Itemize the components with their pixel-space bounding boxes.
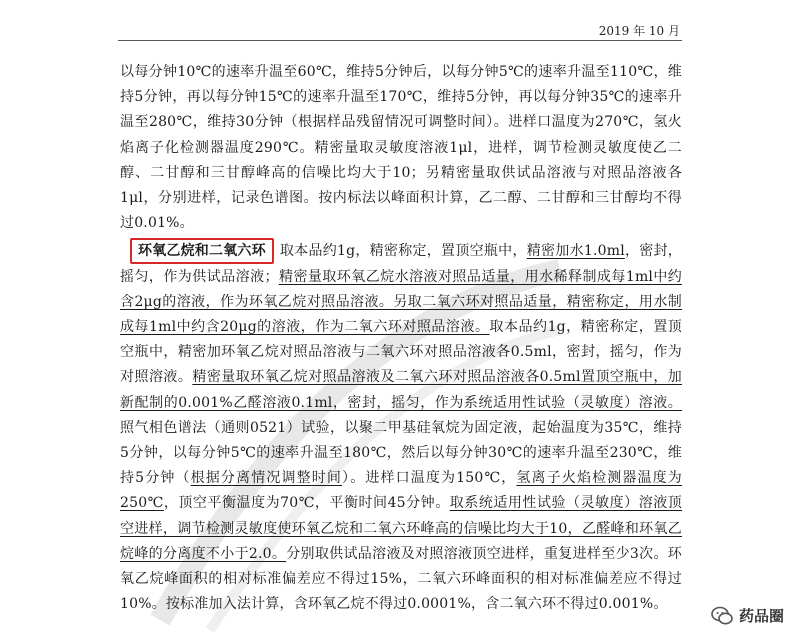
paragraph-ethylene-oxide	[120, 238, 682, 617]
paragraph-gc-conditions	[120, 60, 682, 236]
line: 乙二醇、二甘醇和三甘醇峰高的信噪比均大于10；另精密量取供试品溶液与对照品溶	[120, 139, 683, 181]
line: 液各1μl，分别进样，记录色谱图。按内标法以峰面积计算，乙二醇、二甘醇和三甘	[120, 164, 683, 207]
text-segment: ，密封，摇匀，作为供试品溶液；	[120, 243, 682, 285]
underlined-segment: 精密量取环氧乙烷水溶液对照品适量，用水稀释制成每1ml中约含2μg的溶液，作为环氧乙烷对照品溶液。另取二氧六环对照品适量，精密称定，用水制成每1ml中约含20μg的溶液，作为二氧六环对照品溶液。	[120, 268, 682, 336]
line: 率升温至280℃，维持30分钟（根据样品残留情况可调整时间）。进样口温度为270℃，	[120, 89, 682, 131]
brand-name: 药品圈	[738, 607, 784, 625]
text-segment: ）。进样口温度为150℃，	[342, 470, 517, 487]
text-segment: 取本品约1g，精密称定，置顶空瓶中，	[279, 243, 527, 260]
underlined-segment: 取系统适用性试验（灵敏度）溶液顶空进样，调节检测灵敏度使环氧乙烷和二氧六环峰高的信噪比均大于10，乙醛峰和环氧乙烷峰的分离度不小于2.0。	[120, 495, 682, 562]
underlined-segment: 氢离子火焰检测器温度为250℃	[120, 470, 683, 512]
brand-badge	[705, 601, 790, 630]
page-header	[0, 0, 800, 40]
line: 以每分钟10℃的速率升温至60℃，维持5分钟后，以每分钟5℃的速率升温至110℃，	[120, 64, 668, 80]
text-segment: 分别取供试品溶液及对照溶液顶空进样，重复进样至少3次。环氧乙烷峰面积的相对标准偏差应不得过15%，二氧六环峰面积的相对标准偏差应不得过10%。按标准加入法计算，含环氧乙烷不得过0.0001%，含二氧六环不得过0.001%。	[120, 545, 682, 613]
document-body	[120, 60, 682, 617]
line: 维持5分钟，再以每分钟15℃的速率升温至170℃，维持5分钟，再以每分钟35℃的速	[120, 64, 682, 106]
text-segment: 取本品约1g，精密称定，置顶空瓶中，精密加环氧乙烷对照品溶液与二氧六环对照品溶液各0.5ml，密封，摇匀，作为对照溶液。	[120, 319, 683, 386]
wechat-icon	[711, 606, 733, 626]
line: 氢火焰离子化检测器温度290℃。精密量取灵敏度溶液1μl，进样，调节检测灵敏度使	[120, 114, 683, 156]
text-segment: 照气相色谱法（通则0521）试验，以聚二甲基硅氧烷为固定液，起始温度为35℃，维持5分钟，以每分钟5℃的速率升温至180℃，然后以每分钟30℃的速率升温至230℃，维持5分钟（	[120, 419, 682, 487]
header-date: 2019 年 10 月	[598, 24, 680, 38]
text-segment: ，顶空平衡温度为70℃，平衡时间45分钟。	[163, 495, 450, 512]
line: 醇均不得过0.01%。	[120, 190, 682, 232]
underlined-segment: 根据分离情况调整时间	[190, 470, 343, 487]
underlined-segment: 精密加水1.0ml	[526, 243, 625, 260]
header-rule	[118, 40, 682, 41]
section-heading: 环氧乙烷和二氧六环	[130, 238, 274, 264]
underlined-segment: 精密量取环氧乙烷对照品溶液及二氧六环对照品溶液各0.5ml置顶空瓶中，加新配制的0.001%乙醛溶液0.1ml，密封，摇匀，作为系统适用性试验（灵敏度）溶液。	[120, 369, 682, 411]
